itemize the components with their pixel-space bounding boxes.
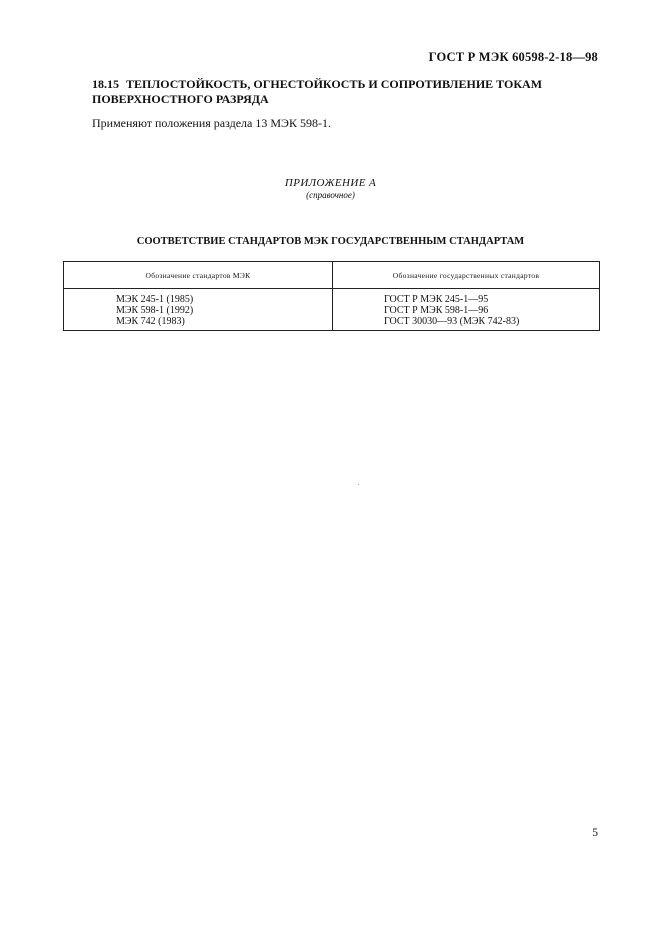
scan-speck [358, 484, 359, 485]
section-title: ТЕПЛОСТОЙКОСТЬ, ОГНЕСТОЙКОСТЬ И СОПРОТИВЛЕНИЕ ТОКАМ ПОВЕРХНОСТНОГО РАЗРЯДА [92, 77, 543, 106]
document-code: ГОСТ Р МЭК 60598-2-18—98 [428, 50, 598, 64]
iec-standards-cell [64, 289, 333, 331]
appendix-title: ПРИЛОЖЕНИЕ А [284, 177, 377, 189]
state-standard-item: ГОСТ Р МЭК 245-1—95 [384, 294, 489, 305]
header-iec-standards: Обозначение стандартов МЭК [64, 262, 333, 289]
table-body-row [64, 289, 600, 331]
table-header-row [64, 262, 600, 289]
section-body-text: Применяют положения раздела 13 МЭК 598-1. [92, 116, 331, 130]
table-title: СООТВЕТСТВИЕ СТАНДАРТОВ МЭК ГОСУДАРСТВЕННЫМ СТАНДАРТАМ [136, 236, 525, 247]
iec-standard-item: МЭК 598-1 (1992) [116, 305, 194, 316]
iec-standard-item: МЭК 742 (1983) [116, 316, 185, 327]
section-number: 18.15 [92, 77, 119, 91]
header-state-standards: Обозначение государственных стандартов [333, 262, 600, 289]
state-standards-cell [333, 289, 600, 331]
standards-table [63, 261, 600, 331]
state-standard-item: ГОСТ Р МЭК 598-1—96 [384, 305, 489, 316]
section-heading [92, 77, 552, 107]
state-standard-item: ГОСТ 30030—93 (МЭК 742-83) [384, 316, 520, 327]
page-number: 5 [592, 827, 598, 839]
appendix-subtitle: (справочное) [306, 190, 355, 200]
iec-standard-item: МЭК 245-1 (1985) [116, 294, 194, 305]
